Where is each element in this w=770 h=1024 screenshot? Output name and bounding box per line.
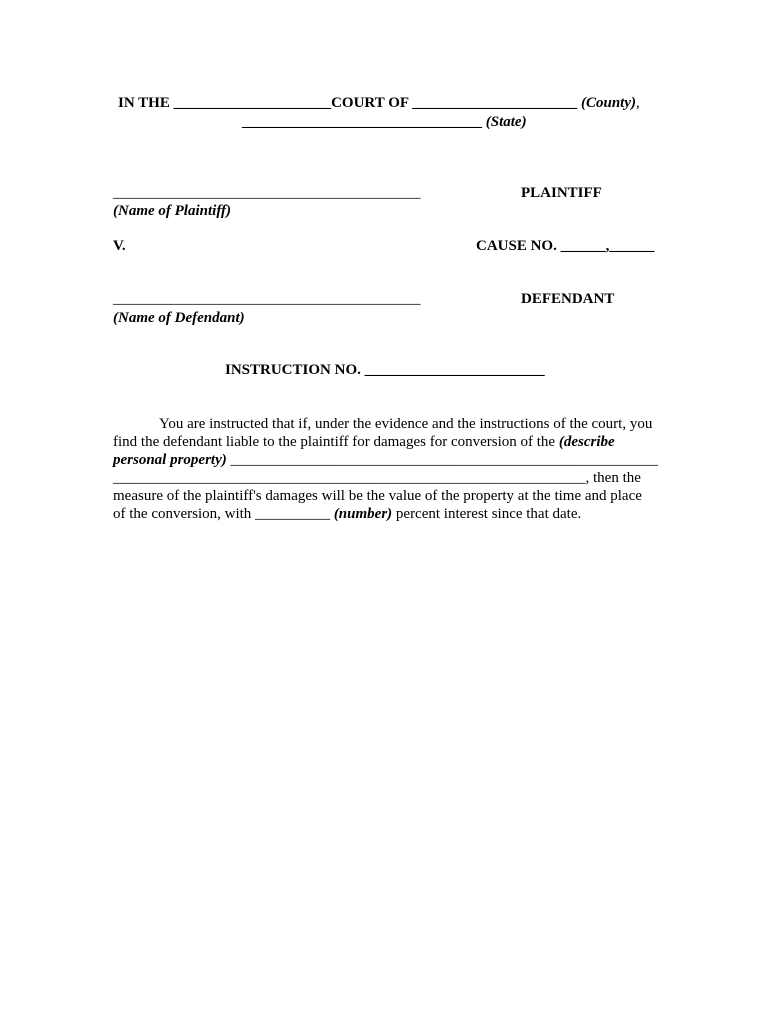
defendant-caption: (Name of Defendant): [113, 310, 245, 326]
instruction-label: INSTRUCTION NO.: [225, 362, 361, 378]
property-blank-continued: _______________________________________________________________: [113, 470, 586, 486]
instruction-number-line: [225, 361, 545, 379]
defendant-name-blank: _________________________________________: [113, 291, 421, 307]
court-caption-line: [118, 94, 640, 112]
paragraph-line-1: You are instructed that if, under the evidence and the instructions of the court, you: [159, 416, 653, 432]
plaintiff-label: PLAINTIFF: [521, 185, 602, 201]
property-blank: _________________________________________________________: [230, 452, 658, 468]
instruction-paragraph: [113, 415, 658, 523]
court-name-blank: _____________________: [173, 95, 332, 111]
cause-number: CAUSE NO. ______,______: [476, 238, 655, 254]
paragraph-line-6: [113, 505, 658, 523]
paragraph-line-5: measure of the plaintiff's damages will be the value of the property at the time and place: [113, 488, 642, 504]
personal-property-label: personal property): [113, 452, 227, 468]
versus-text: V.: [113, 238, 126, 254]
paragraph-line-2-text: find the defendant liable to the plaintiff for damages for conversion of the: [113, 434, 556, 450]
state-caption-line: [242, 113, 527, 131]
plaintiff-caption: (Name of Plaintiff): [113, 203, 232, 219]
paragraph-line-2: [113, 433, 658, 451]
paragraph-line-3: [113, 451, 658, 469]
paragraph-line-4: [113, 469, 658, 487]
instruction-blank: ________________________: [364, 362, 545, 378]
county-label: (County): [580, 95, 636, 111]
interest-blank: __________: [255, 506, 331, 522]
paragraph-line-6-text-b: percent interest since that date.: [395, 506, 582, 522]
number-label: (number): [333, 506, 393, 522]
state-label: (State): [485, 114, 527, 130]
defendant-label: DEFENDANT: [521, 291, 615, 307]
in-the-text: IN THE: [118, 95, 170, 111]
court-of-text: COURT OF: [331, 95, 409, 111]
describe-label: (describe: [558, 434, 615, 450]
plaintiff-name-blank: _________________________________________: [113, 185, 421, 201]
county-comma: ,: [636, 95, 640, 111]
county-blank: ______________________: [412, 95, 578, 111]
state-blank: ________________________________: [242, 114, 482, 130]
paragraph-line-4-text: , then the: [585, 470, 641, 486]
paragraph-line-6-text-a: of the conversion, with: [113, 506, 252, 522]
